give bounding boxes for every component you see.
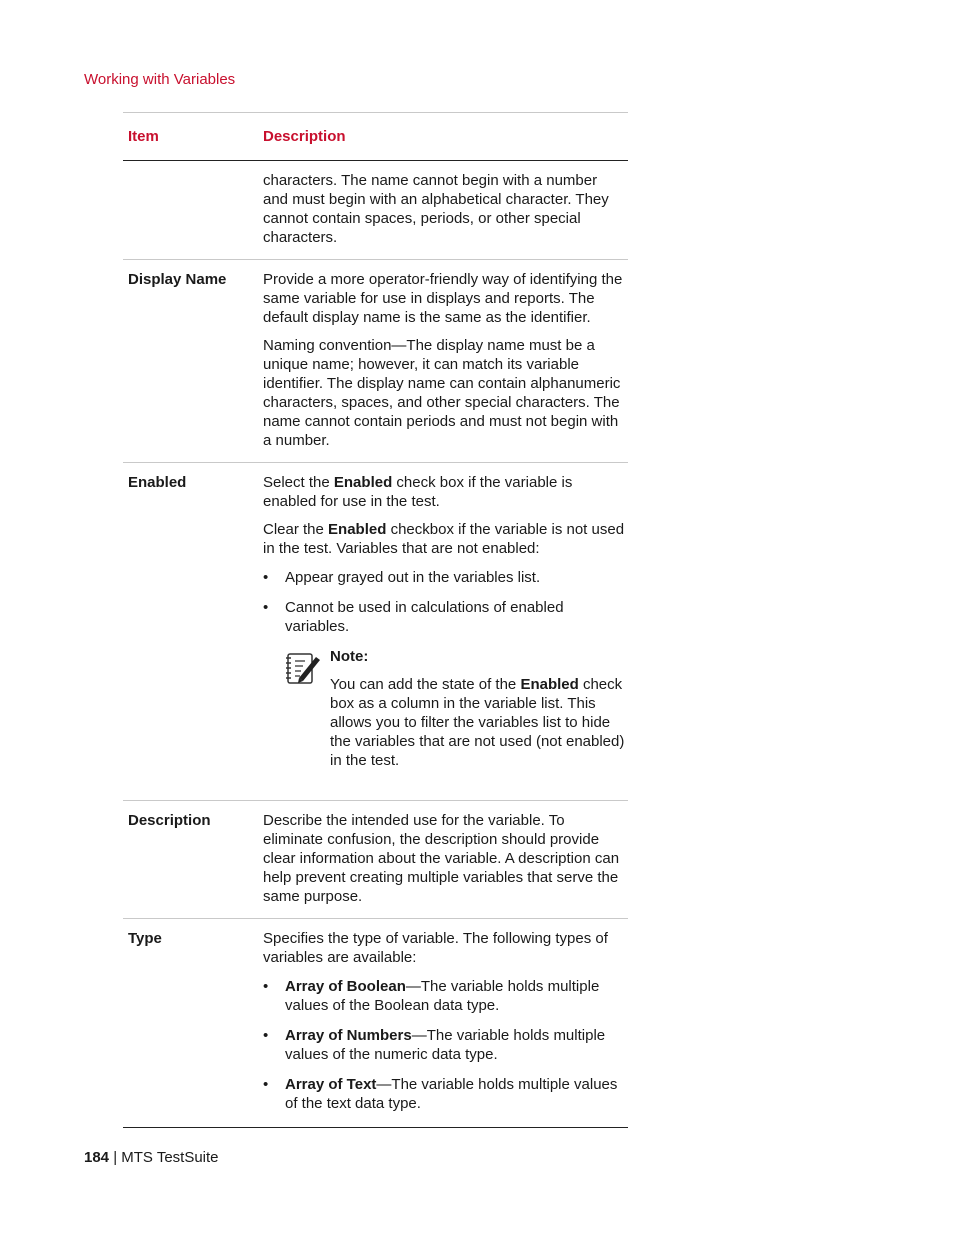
bullet-icon: •	[263, 1027, 269, 1044]
bullet-icon: •	[263, 1076, 269, 1093]
list-item: • Array of Text—The variable holds multiple values of the text data type.	[263, 1076, 618, 1112]
row-description	[263, 801, 628, 918]
section-header: Working with Variables	[84, 71, 236, 88]
row-description	[263, 171, 628, 259]
description-paragraph: characters. The name cannot begin with a number and must begin with an alphabetical character. They cannot contain spaces, periods, or other special characters.	[263, 172, 609, 246]
note-pencil-icon	[285, 647, 330, 770]
row-description	[263, 919, 628, 1127]
bullet-icon: •	[263, 599, 269, 616]
table-header	[123, 113, 628, 161]
page-number: 184	[84, 1149, 110, 1166]
bullet-icon: •	[263, 569, 269, 586]
header-description: Description	[263, 128, 346, 145]
note-callout	[285, 647, 626, 770]
description-paragraph: Specifies the type of variable. The following types of variables are available:	[263, 930, 608, 966]
page-footer	[84, 1148, 219, 1167]
header-item: Item	[128, 128, 159, 145]
list-item: • Array of Numbers—The variable holds multiple values of the numeric data type.	[263, 1027, 606, 1063]
description-paragraph: Select the Enabled check box if the variable is enabled for use in the test.	[263, 474, 573, 510]
list-item: • Appear grayed out in the variables list.	[263, 569, 541, 586]
variable-properties-table	[123, 112, 628, 1128]
table-row	[123, 801, 628, 919]
table-row	[123, 919, 628, 1128]
footer-product: MTS TestSuite	[121, 1149, 219, 1166]
description-paragraph: Naming convention—The display name must be a unique name; however, it can match its variable identifier. The display name can contain alphanumeric characters, spaces, and other special characters. The name cannot contain periods and must not begin with a number.	[263, 337, 621, 449]
list-item: • Array of Boolean—The variable holds multiple values of the Boolean data type.	[263, 978, 600, 1014]
bullet-icon: •	[263, 978, 269, 995]
table-row	[123, 260, 628, 463]
description-paragraph: Provide a more operator-friendly way of identifying the same variable for use in displays and reports. The default display name is the same as the identifier.	[263, 271, 623, 326]
row-item-display-name: Display Name	[128, 271, 227, 288]
row-item-enabled: Enabled	[128, 474, 187, 491]
row-description	[263, 463, 628, 800]
description-paragraph: Clear the Enabled checkbox if the variable is not used in the test. Variables that are not enabled:	[263, 521, 625, 557]
note-title: Note:	[330, 648, 369, 665]
row-item-empty	[123, 171, 263, 259]
table-row	[123, 161, 628, 260]
row-item-type: Type	[128, 930, 162, 947]
table-row	[123, 463, 628, 801]
note-body	[330, 647, 626, 770]
list-item: • Cannot be used in calculations of enabled variables.	[263, 599, 564, 635]
row-description	[263, 260, 628, 462]
note-text: You can add the state of the Enabled check box as a column in the variable list. This allows you to filter the variables list to hide the variables that are not used (not enabled) in the test.	[330, 676, 625, 769]
row-item-description: Description	[128, 812, 211, 829]
footer-separator: |	[109, 1149, 122, 1166]
description-paragraph: Describe the intended use for the variable. To eliminate confusion, the description should provide clear information about the variable. A description can help prevent creating multiple variables that serve the same purpose.	[263, 812, 620, 905]
